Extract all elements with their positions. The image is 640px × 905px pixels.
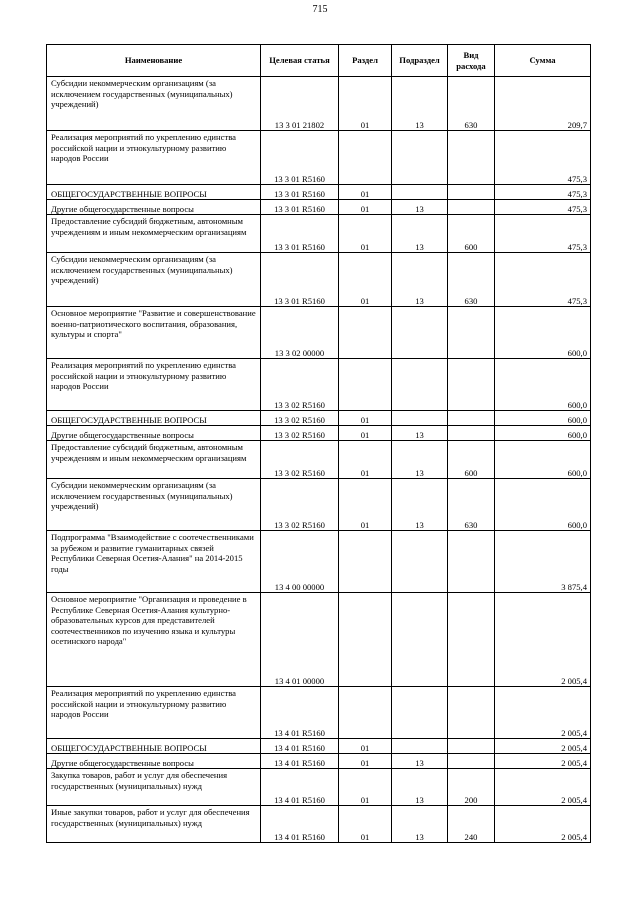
table-row (47, 769, 591, 806)
row-target: 13 4 01 R5160 (261, 806, 339, 843)
row-name: ОБЩЕГОСУДАРСТВЕННЫЕ ВОПРОСЫ (47, 185, 261, 200)
table-row (47, 253, 591, 307)
row-sum: 2 005,4 (495, 806, 591, 843)
table-row (47, 531, 591, 593)
row-name: Реализация мероприятий по укреплению единства российской нации и этнокультурному развитию народов России (47, 687, 261, 739)
table-row (47, 185, 591, 200)
row-name: Основное мероприятие "Организация и проведение в Республике Северная Осетия-Алания культурно-образовательных курсов для представителей соотечественников по изучению языка и культуры осетинского народа" (47, 593, 261, 687)
row-expense-type: 630 (448, 479, 495, 531)
row-subsection: 13 (392, 441, 448, 479)
header-expense-type: Вид расхода (448, 45, 495, 77)
row-subsection (392, 359, 448, 411)
row-sum: 475,3 (495, 131, 591, 185)
row-section (339, 359, 392, 411)
row-subsection: 13 (392, 479, 448, 531)
row-expense-type (448, 426, 495, 441)
row-section: 01 (339, 411, 392, 426)
row-name: ОБЩЕГОСУДАРСТВЕННЫЕ ВОПРОСЫ (47, 739, 261, 754)
row-target: 13 4 01 R5160 (261, 739, 339, 754)
row-target: 13 3 02 00000 (261, 307, 339, 359)
row-section: 01 (339, 479, 392, 531)
row-section: 01 (339, 426, 392, 441)
row-sum: 209,7 (495, 77, 591, 131)
row-expense-type: 200 (448, 769, 495, 806)
row-subsection (392, 131, 448, 185)
row-target: 13 4 01 00000 (261, 593, 339, 687)
row-expense-type: 630 (448, 77, 495, 131)
budget-table (46, 44, 591, 843)
row-expense-type (448, 307, 495, 359)
row-subsection: 13 (392, 806, 448, 843)
row-sum: 600,0 (495, 479, 591, 531)
row-expense-type (448, 185, 495, 200)
row-section: 01 (339, 441, 392, 479)
table-row (47, 426, 591, 441)
row-sum: 475,3 (495, 215, 591, 253)
page-number: 715 (312, 4, 328, 15)
row-sum: 2 005,4 (495, 687, 591, 739)
row-name: Подпрограмма "Взаимодействие с соотечественниками за рубежом и развитие гуманитарных связей Республики Северная Осетия-Алания" на 2014-2015 годы (47, 531, 261, 593)
row-subsection (392, 411, 448, 426)
table-row (47, 411, 591, 426)
row-sum: 475,3 (495, 200, 591, 215)
table-row (47, 806, 591, 843)
row-subsection (392, 185, 448, 200)
row-name: Реализация мероприятий по укреплению единства российской нации и этнокультурному развитию народов России (47, 359, 261, 411)
row-target: 13 3 02 R5160 (261, 441, 339, 479)
row-expense-type (448, 131, 495, 185)
row-target: 13 3 01 R5160 (261, 215, 339, 253)
row-expense-type (448, 739, 495, 754)
row-target: 13 3 02 R5160 (261, 411, 339, 426)
row-sum: 600,0 (495, 307, 591, 359)
row-name: Предоставление субсидий бюджетным, автономным учреждениям и иным некоммерческим организациям (47, 441, 261, 479)
row-expense-type (448, 359, 495, 411)
row-name: Другие общегосударственные вопросы (47, 754, 261, 769)
row-target: 13 3 02 R5160 (261, 359, 339, 411)
row-section: 01 (339, 215, 392, 253)
row-name: ОБЩЕГОСУДАРСТВЕННЫЕ ВОПРОСЫ (47, 411, 261, 426)
row-name: Субсидии некоммерческим организациям (за исключением государственных (муниципальных) учреждений) (47, 479, 261, 531)
header-section: Раздел (339, 45, 392, 77)
row-subsection: 13 (392, 77, 448, 131)
row-name: Иные закупки товаров, работ и услуг для обеспечения государственных (муниципальных) нужд (47, 806, 261, 843)
row-subsection (392, 739, 448, 754)
row-target: 13 3 01 21802 (261, 77, 339, 131)
table-row (47, 200, 591, 215)
row-target: 13 3 02 R5160 (261, 426, 339, 441)
row-sum: 2 005,4 (495, 739, 591, 754)
row-subsection (392, 687, 448, 739)
row-section: 01 (339, 253, 392, 307)
row-subsection: 13 (392, 215, 448, 253)
row-name: Субсидии некоммерческим организациям (за исключением государственных (муниципальных) учреждений) (47, 253, 261, 307)
table-row (47, 479, 591, 531)
row-sum: 600,0 (495, 441, 591, 479)
row-section: 01 (339, 200, 392, 215)
row-section: 01 (339, 739, 392, 754)
row-sum: 2 005,4 (495, 754, 591, 769)
row-sum: 600,0 (495, 359, 591, 411)
row-name: Реализация мероприятий по укреплению единства российской нации и этнокультурному развитию народов России (47, 131, 261, 185)
row-expense-type (448, 593, 495, 687)
table-row (47, 593, 591, 687)
header-sum: Сумма (495, 45, 591, 77)
table-row (47, 687, 591, 739)
row-expense-type: 630 (448, 253, 495, 307)
row-section (339, 131, 392, 185)
header-name: Наименование (47, 45, 261, 77)
row-expense-type: 600 (448, 441, 495, 479)
row-section: 01 (339, 806, 392, 843)
row-target: 13 3 01 R5160 (261, 185, 339, 200)
row-section (339, 687, 392, 739)
row-section: 01 (339, 769, 392, 806)
row-sum: 600,0 (495, 411, 591, 426)
row-section: 01 (339, 185, 392, 200)
row-sum: 475,3 (495, 253, 591, 307)
row-section (339, 531, 392, 593)
row-sum: 2 005,4 (495, 593, 591, 687)
table-row (47, 307, 591, 359)
row-expense-type (448, 200, 495, 215)
header-row (47, 45, 591, 77)
row-name: Предоставление субсидий бюджетным, автономным учреждениям и иным некоммерческим организациям (47, 215, 261, 253)
table-row (47, 77, 591, 131)
table-row (47, 739, 591, 754)
row-name: Субсидии некоммерческим организациям (за исключением государственных (муниципальных) учреждений) (47, 77, 261, 131)
row-target: 13 4 01 R5160 (261, 754, 339, 769)
header-subsection: Подраздел (392, 45, 448, 77)
row-target: 13 3 02 R5160 (261, 479, 339, 531)
header-target: Целевая статья (261, 45, 339, 77)
row-subsection (392, 593, 448, 687)
row-name: Закупка товаров, работ и услуг для обеспечения государственных (муниципальных) нужд (47, 769, 261, 806)
row-name: Другие общегосударственные вопросы (47, 200, 261, 215)
row-target: 13 3 01 R5160 (261, 200, 339, 215)
row-sum: 600,0 (495, 426, 591, 441)
row-expense-type (448, 411, 495, 426)
row-subsection: 13 (392, 754, 448, 769)
row-sum: 475,3 (495, 185, 591, 200)
row-expense-type: 240 (448, 806, 495, 843)
row-subsection (392, 531, 448, 593)
row-target: 13 3 01 R5160 (261, 131, 339, 185)
table-row (47, 754, 591, 769)
row-expense-type (448, 754, 495, 769)
row-sum: 3 875,4 (495, 531, 591, 593)
row-section (339, 307, 392, 359)
row-target: 13 4 01 R5160 (261, 769, 339, 806)
row-section: 01 (339, 754, 392, 769)
row-subsection: 13 (392, 769, 448, 806)
row-sum: 2 005,4 (495, 769, 591, 806)
row-name: Основное мероприятие "Развитие и совершенствование военно-патриотического воспитания, образования, культуры и спорта" (47, 307, 261, 359)
row-target: 13 4 00 00000 (261, 531, 339, 593)
table-row (47, 215, 591, 253)
row-expense-type (448, 687, 495, 739)
row-subsection: 13 (392, 200, 448, 215)
row-section (339, 593, 392, 687)
table-row (47, 359, 591, 411)
row-expense-type (448, 531, 495, 593)
row-section: 01 (339, 77, 392, 131)
row-target: 13 4 01 R5160 (261, 687, 339, 739)
row-subsection: 13 (392, 253, 448, 307)
row-target: 13 3 01 R5160 (261, 253, 339, 307)
row-name: Другие общегосударственные вопросы (47, 426, 261, 441)
row-subsection (392, 307, 448, 359)
table-row (47, 441, 591, 479)
row-subsection: 13 (392, 426, 448, 441)
table-row (47, 131, 591, 185)
row-expense-type: 600 (448, 215, 495, 253)
